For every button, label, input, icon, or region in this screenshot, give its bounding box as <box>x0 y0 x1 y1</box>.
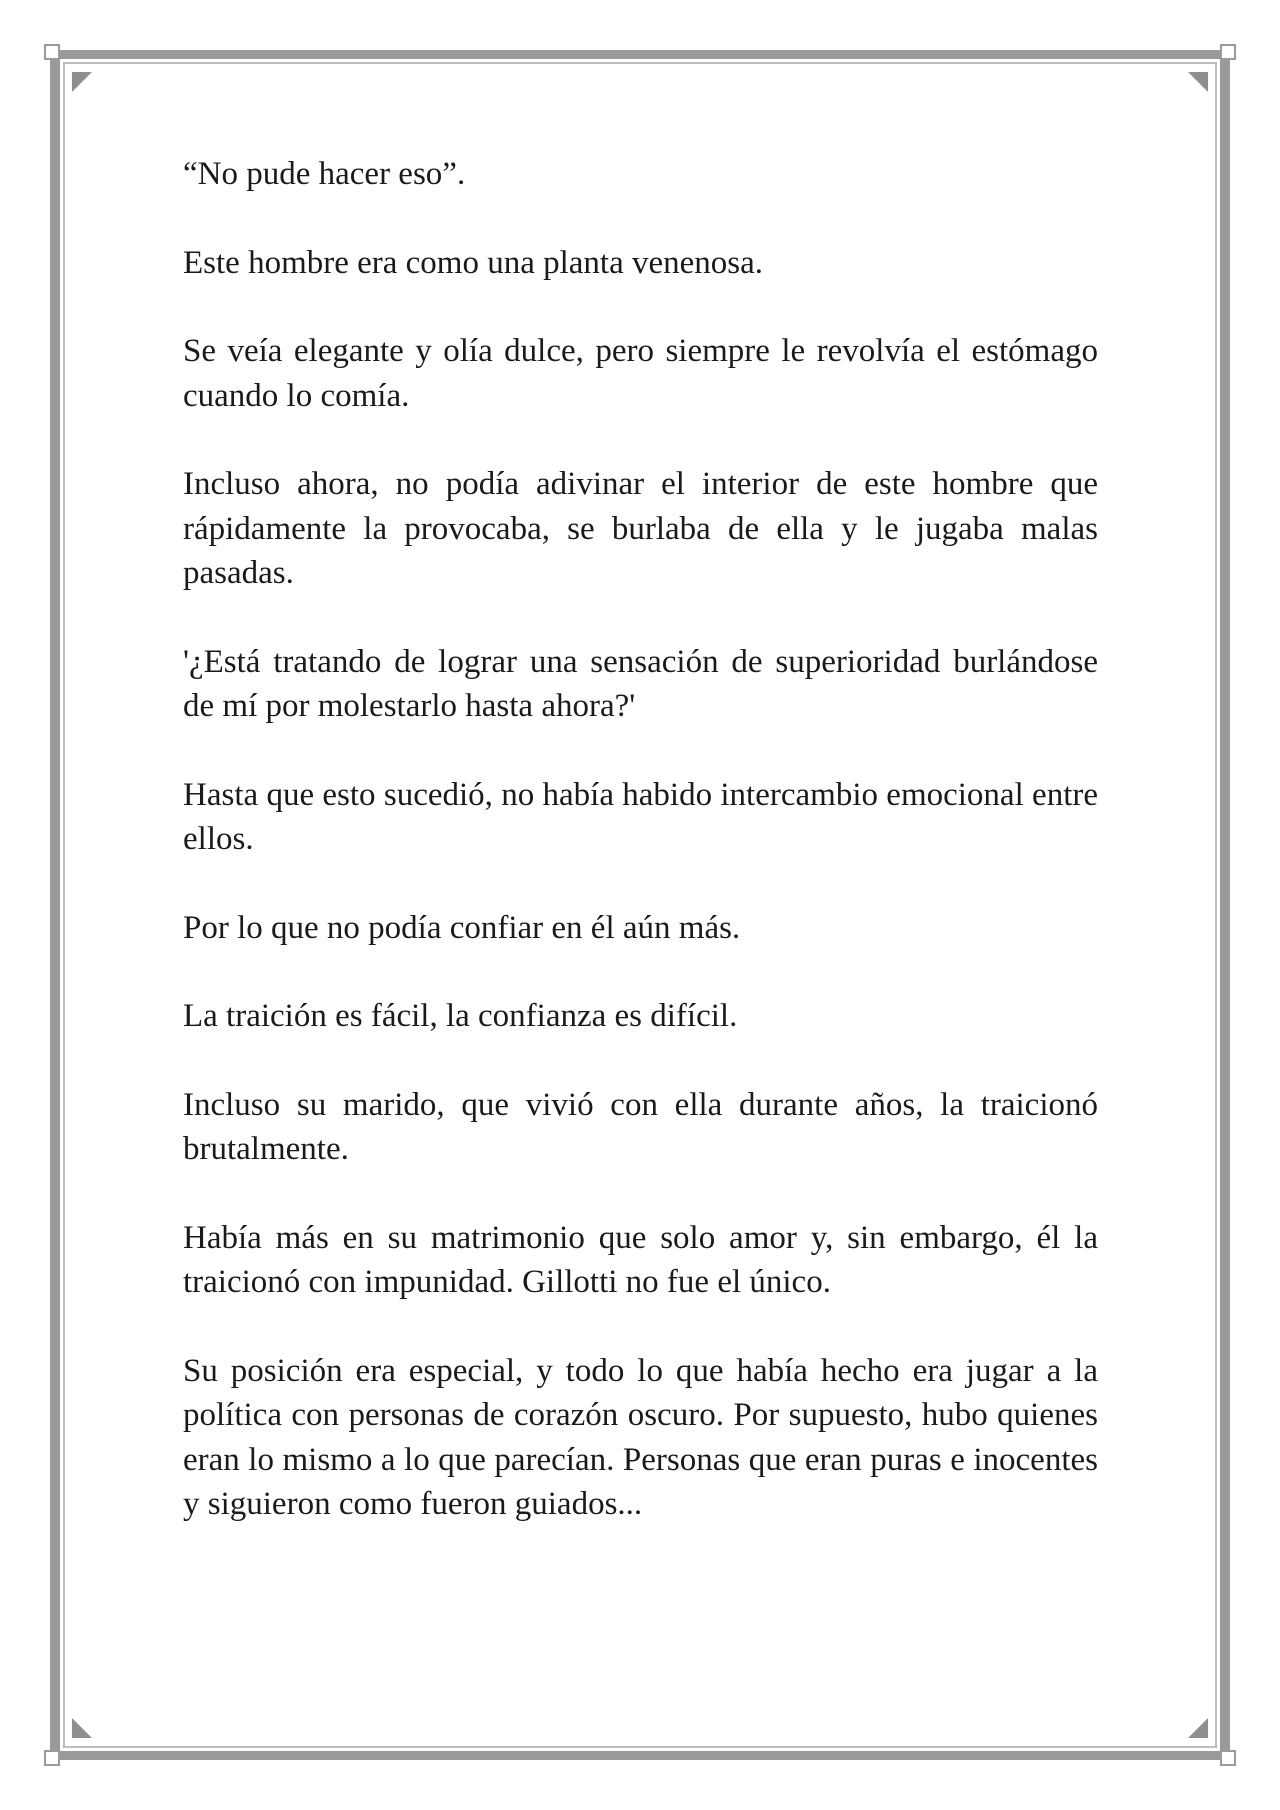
paragraph: Su posición era especial, y todo lo que había hecho era jugar a la política con personas de corazón oscuro. Por supuesto, hubo quienes eran lo mismo a lo que parecían. Personas que eran puras e inocentes y siguieron como fueron guiados... <box>183 1352 1098 1522</box>
corner-ornament-bottom-right <box>1220 1750 1236 1766</box>
paragraph: La traición es fácil, la confianza es difícil. <box>183 998 738 1034</box>
corner-triangle-bottom-right <box>1188 1718 1208 1738</box>
paragraph: Se veía elegante y olía dulce, pero siempre le revolvía el estómago cuando lo comía. <box>183 333 1098 414</box>
paragraph: “No pude hacer eso”. <box>183 156 466 192</box>
corner-ornament-top-right <box>1220 44 1236 60</box>
document-body <box>183 152 1098 1571</box>
paragraph: Por lo que no podía confiar en él aún más. <box>183 909 741 946</box>
corner-ornament-top-left <box>44 44 60 60</box>
paragraph: Hasta que esto sucedió, no había habido intercambio emocional entre ellos. <box>183 776 1098 857</box>
corner-triangle-top-right <box>1188 72 1208 92</box>
corner-triangle-bottom-left <box>72 1718 92 1738</box>
paragraph: Había más en su matrimonio que solo amor y, sin embargo, él la traicionó con impunidad. Gillotti no fue el único. <box>183 1219 1098 1300</box>
paragraph: Incluso su marido, que vivió con ella durante años, la traicionó brutalmente. <box>183 1086 1098 1167</box>
paragraph: Incluso ahora, no podía adivinar el interior de este hombre que rápidamente la provocaba, se burlaba de ella y le jugaba malas pasadas. <box>183 466 1098 591</box>
corner-triangle-top-left <box>72 72 92 92</box>
paragraph: '¿Está tratando de lograr una sensación de superioridad burlándose de mí por molestarlo hasta ahora?' <box>183 643 1098 724</box>
paragraph: Este hombre era como una planta venenosa. <box>183 244 764 281</box>
corner-ornament-bottom-left <box>44 1750 60 1766</box>
